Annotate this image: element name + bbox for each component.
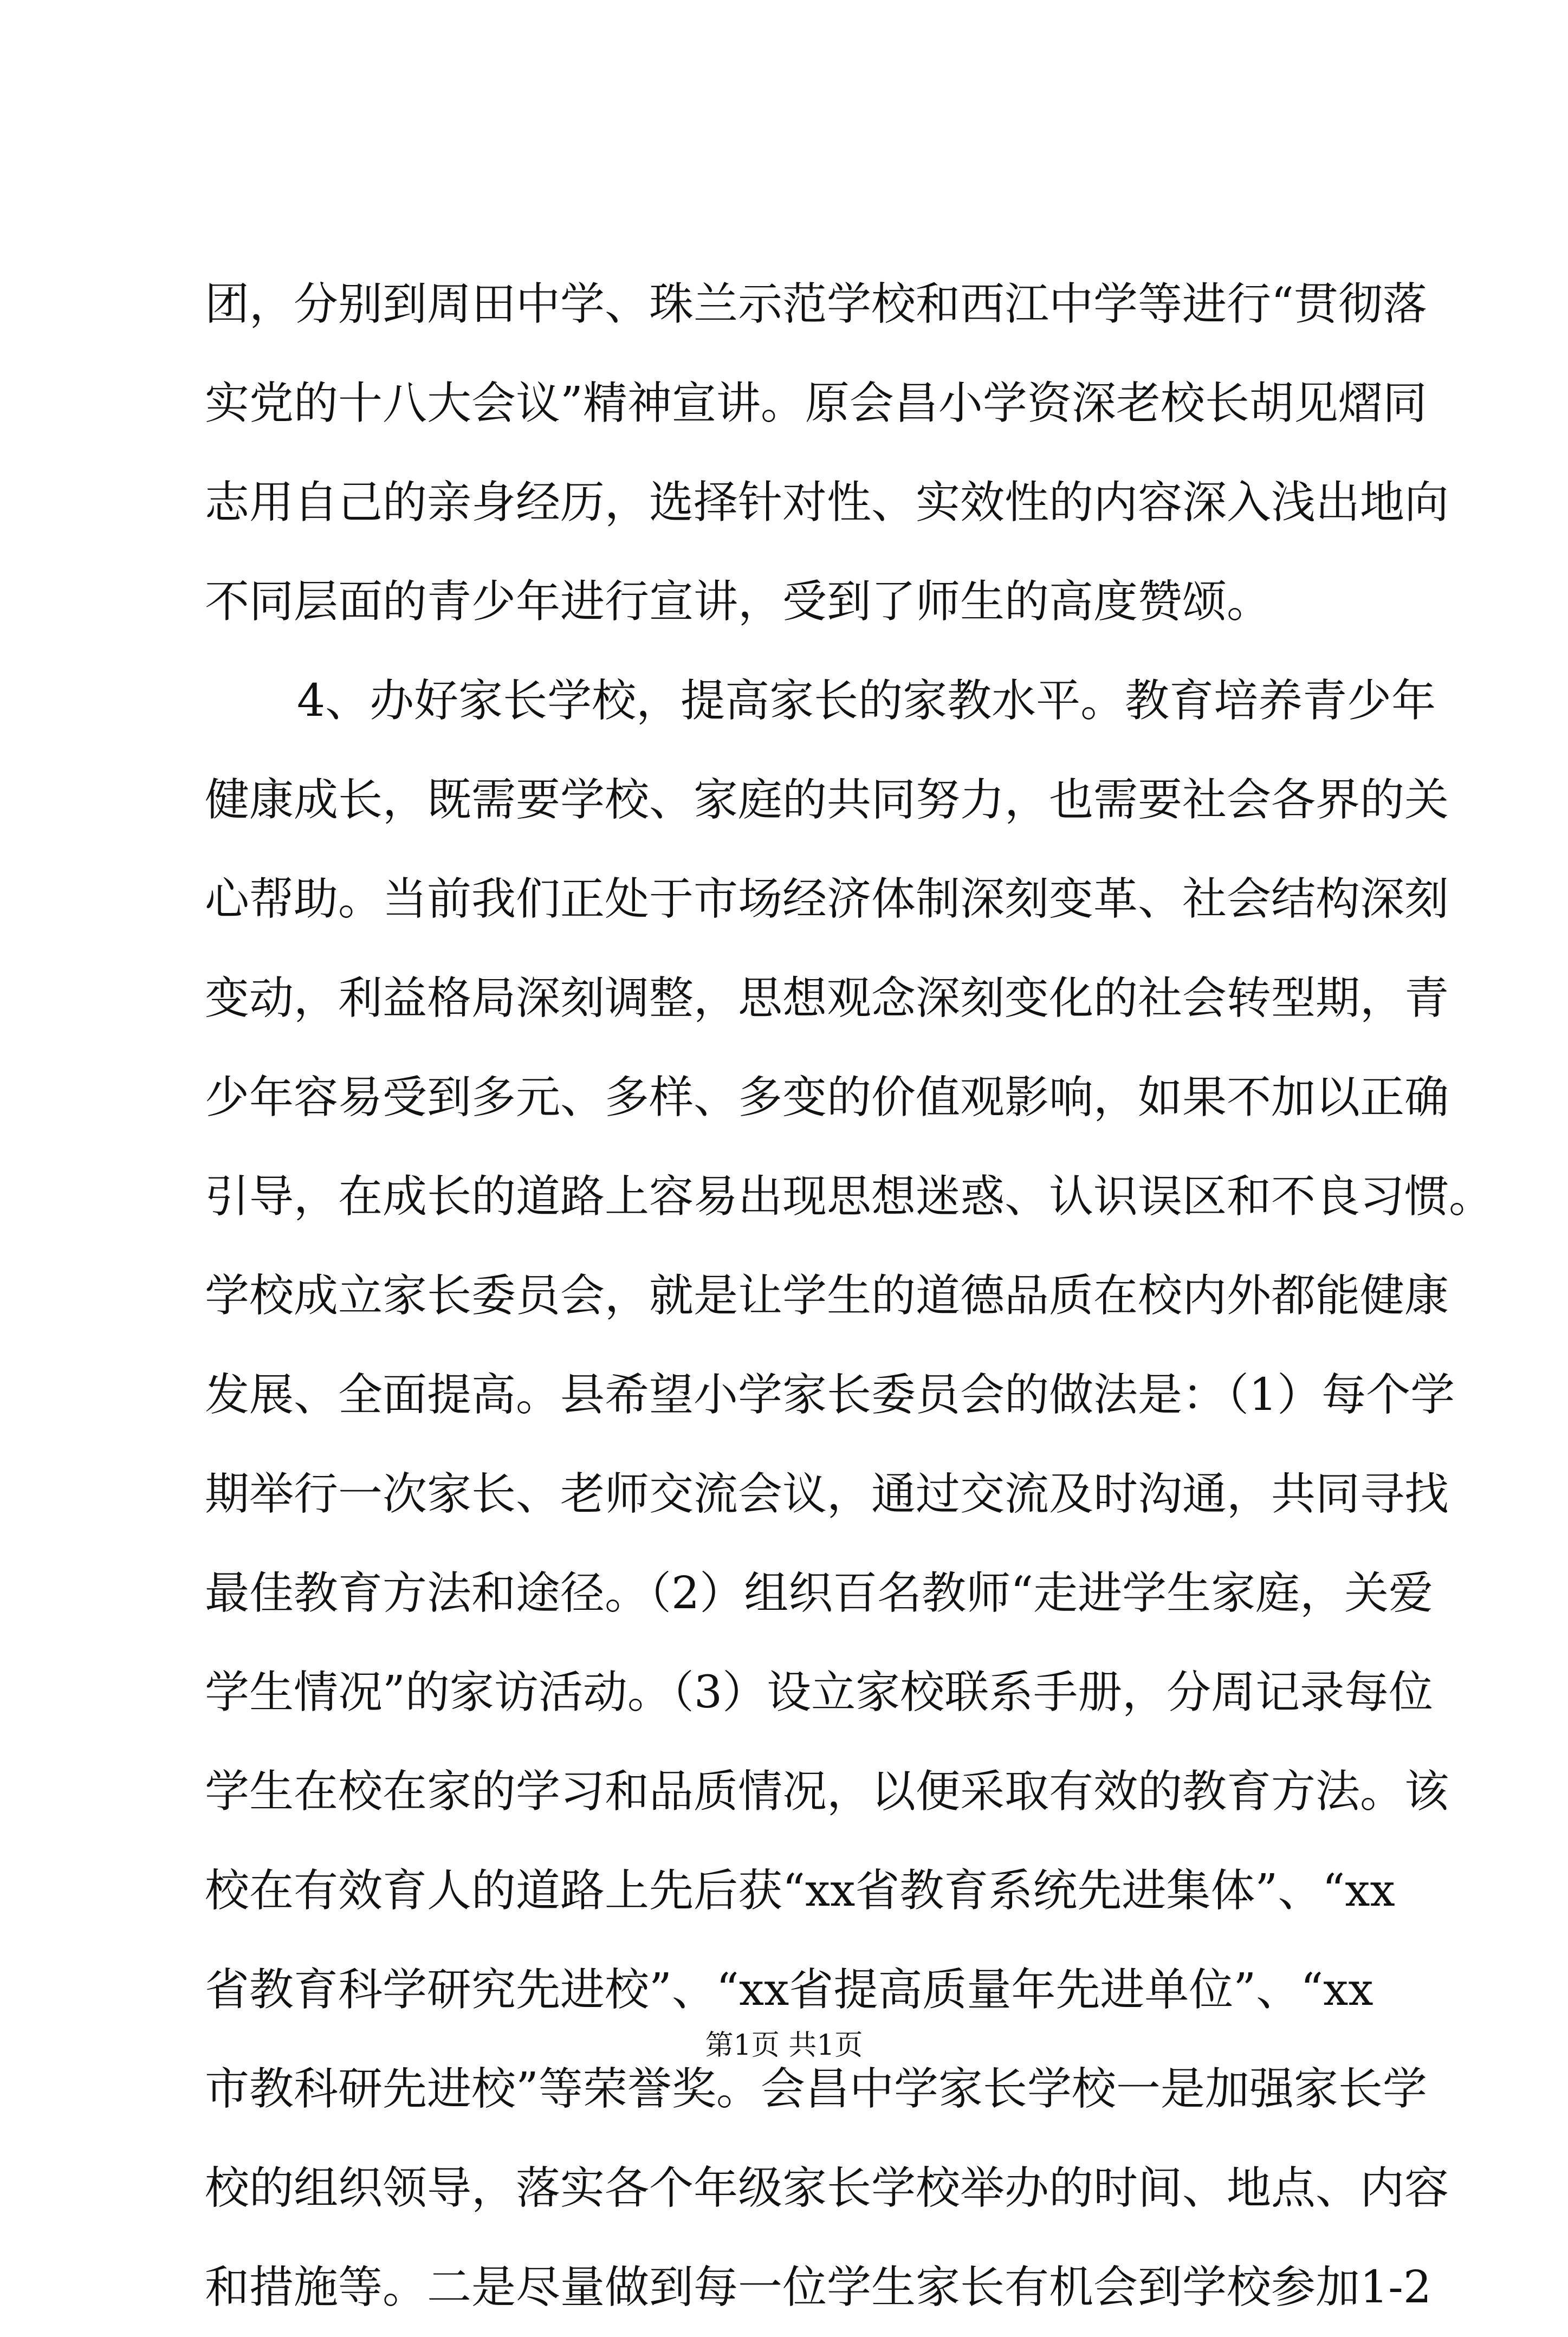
text-line: 学生在校在家的学习和品质情况，以便采取有效的教育方法。该	[205, 1766, 1449, 1817]
text-line: 志用自己的亲身经历，选择针对性、实效性的内容深入浅出地向	[205, 477, 1449, 528]
text-line: 市教科研先进校”等荣誉奖。会昌中学家长学校一是加强家长学	[205, 2063, 1427, 2115]
text-line: 实党的十八大会议”精神宣讲。原会昌小学资深老校长胡见熠同	[205, 378, 1427, 429]
text-line: 最佳教育方法和途径。（2）组织百名教师“走进学生家庭，关爱	[205, 1568, 1434, 1619]
text-line: 不同层面的青少年进行宣讲，受到了师生的高度赞颂。	[205, 576, 1272, 627]
body-text	[205, 255, 1494, 2337]
text-line: 校的组织领导，落实各个年级家长学校举办的时间、地点、内容	[205, 2163, 1449, 2214]
text-line: 和措施等。二是尽量做到每一位学生家长有机会到学校参加1-2	[205, 2262, 1432, 2313]
text-line: 校在有效育人的道路上先后获“xx省教育系统先进集体”、“xx	[205, 1865, 1395, 1917]
text-line: 变动，利益格局深刻调整，思想观念深刻变化的社会转型期，青	[205, 973, 1449, 1024]
paragraph-start-line: 4、办好家长学校，提高家长的家教水平。教育培养青少年	[297, 675, 1436, 727]
text-line: 团，分别到周田中学、珠兰示范学校和西江中学等进行“贯彻落	[205, 279, 1427, 330]
text-line: 省教育科学研究先进校”、“xx省提高质量年先进单位”、“xx	[205, 1964, 1373, 2016]
text-line: 少年容易受到多元、多样、多变的价值观影响，如果不加以正确	[205, 1072, 1449, 1123]
text-line: 心帮助。当前我们正处于市场经济体制深刻变革、社会结构深刻	[205, 873, 1449, 925]
text-line: 引导，在成长的道路上容易出现思想迷惑、认识误区和不良习惯。	[205, 1171, 1494, 1222]
text-line: 健康成长，既需要学校、家庭的共同努力，也需要社会各界的关	[205, 774, 1449, 826]
text-line: 发展、全面提高。县希望小学家长委员会的做法是：（1）每个学	[205, 1369, 1455, 1421]
text-line: 期举行一次家长、老师交流会议，通过交流及时沟通，共同寻找	[205, 1468, 1449, 1520]
page-footer: 第1页 共1页	[705, 2029, 863, 2062]
text-line: 学校成立家长委员会，就是让学生的道德品质在校内外都能健康	[205, 1270, 1449, 1322]
text-line: 学生情况”的家访活动。（3）设立家校联系手册，分周记录每位	[205, 1667, 1434, 1718]
